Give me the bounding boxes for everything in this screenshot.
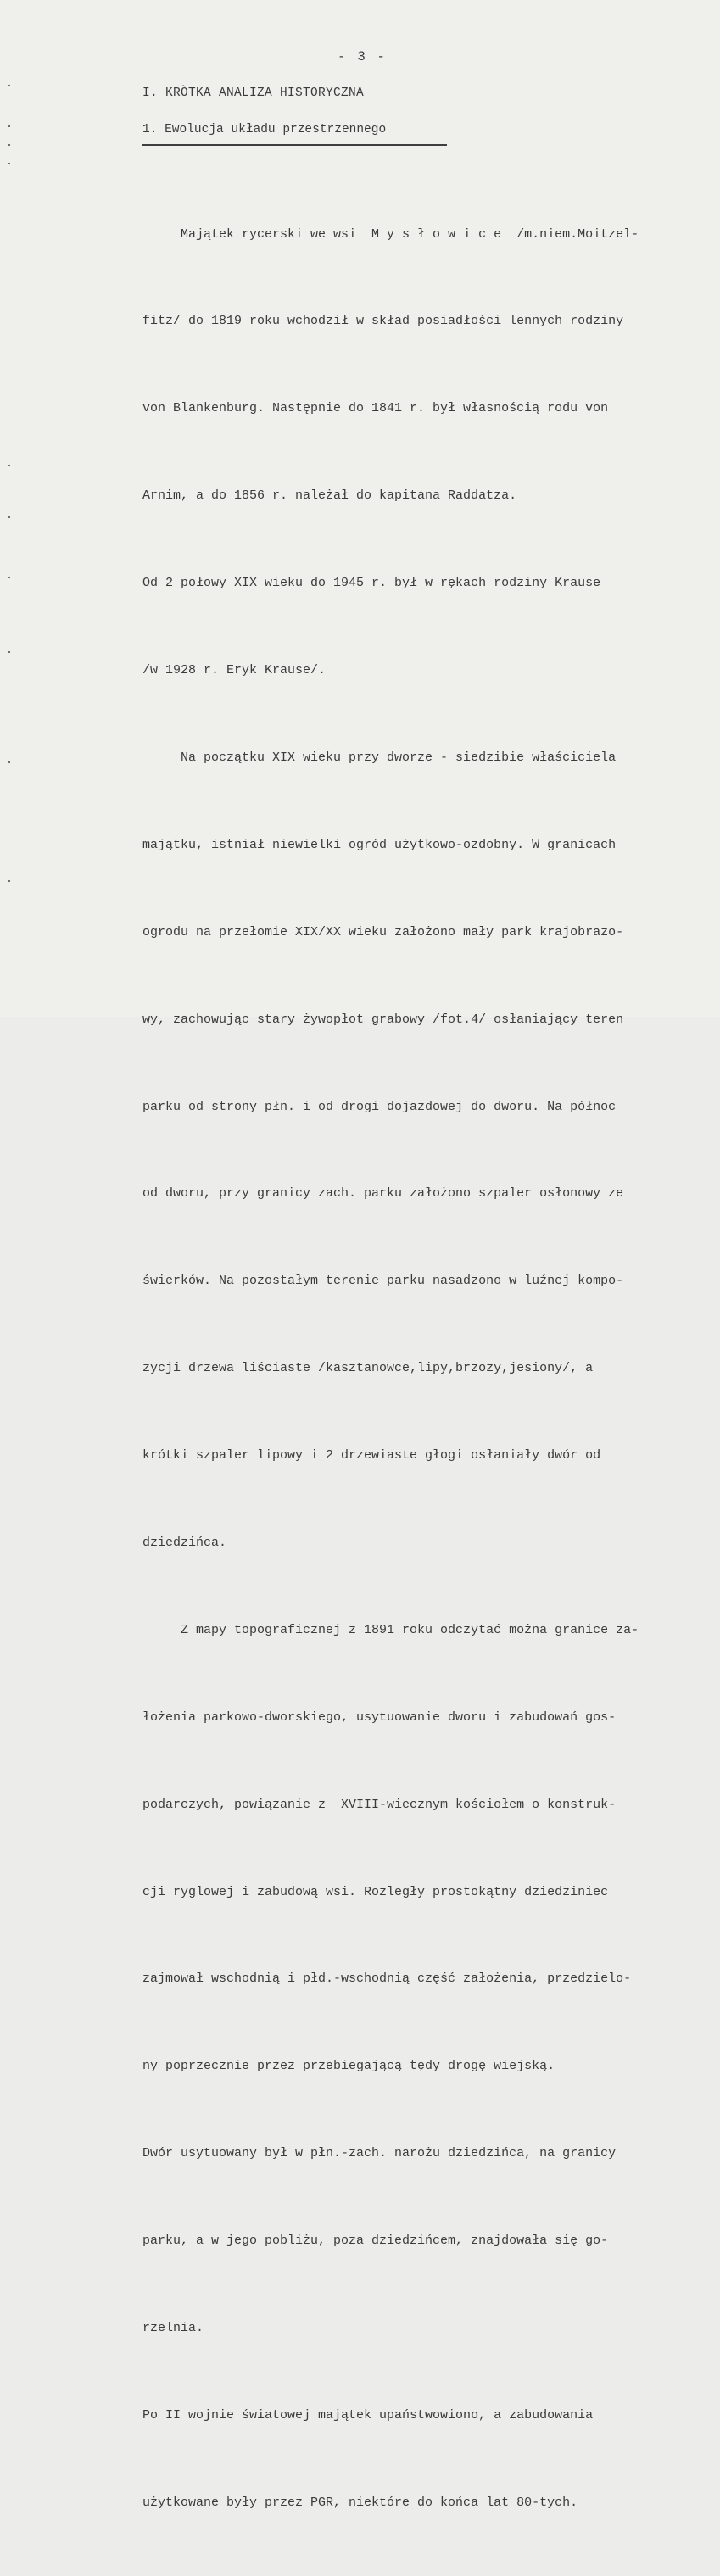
text-line: majątku, istniał niewielki ogród użytkowo-ozdobny. W granicach [142, 837, 617, 852]
chapter-title: I. KRÒTKA ANALIZA HISTORYCZNA [142, 86, 365, 100]
text-line: zajmował wschodnią i płd.-wschodnią część założenia, przedzielo- [142, 1971, 632, 1987]
text-line: Po II wojnie światowej majątek upaństwowiono, a zabudowania [142, 2407, 594, 2423]
text-line: Majątek rycerski we wsi M y s ł o w i c e /m.niem.Moitzel- [142, 226, 639, 242]
margin-speck [8, 144, 10, 146]
text-line: zycji drzewa liściaste /kasztanowce,lipy,brzozy,jesiony/, a [142, 1361, 594, 1376]
page-number: - 3 - [338, 49, 388, 64]
text-line: rzelnia. [142, 2320, 204, 2335]
text-line: łożenia parkowo-dworskiego, usytuowanie dworu i zabudowań gos- [142, 1709, 617, 1725]
text-line: Na początku XIX wieku przy dworze - siedzibie właściciela [142, 750, 617, 765]
margin-speck [8, 465, 10, 466]
text-line: Dwór usytuowany był w płn.-zach. narożu dziedzińca, na granicy [142, 2146, 617, 2161]
text-line: świerków. Na pozostałym terenie parku nasadzono w luźnej kompo- [142, 1274, 624, 1289]
text-line: Od 2 połowy XIX wieku do 1945 r. był w rękach rodziny Krause [142, 576, 601, 591]
margin-speck [8, 85, 10, 86]
text-line: podarczych, powiązanie z XVIII-wiecznym kościołem o konstruk- [142, 1797, 617, 1812]
text-line: krótki szpaler lipowy i 2 drzewiaste głogi osłaniały dwór od [142, 1448, 601, 1464]
text-line: Z mapy topograficznej z 1891 roku odczytać można granice za- [142, 1622, 639, 1637]
text-line: von Blankenburg. Następnie do 1841 r. był własnością rodu von [142, 401, 609, 416]
text-line: ny poprzecznie przez przebiegającą tędy drogę wiejską. [142, 2059, 555, 2074]
text-line: cji ryglowej i zabudową wsi. Rozległy prostokątny dziedziniec [142, 1884, 609, 1899]
text-line: parku od strony płn. i od drogi dojazdowej do dworu. Na północ [142, 1099, 617, 1114]
text-line: Arnim, a do 1856 r. należał do kapitana Raddatza. [142, 488, 517, 504]
text-line: od dworu, przy granicy zach. parku założono szpaler osłonowy ze [142, 1186, 624, 1202]
text-line: ogrodu na przełomie XIX/XX wieku założono mały park krajobrazo- [142, 924, 624, 940]
body-text [142, 162, 711, 2576]
margin-speck [8, 516, 10, 518]
margin-speck [8, 163, 10, 164]
section-title: 1. Ewolucja układu przestrzennego [142, 123, 387, 137]
margin-speck [8, 125, 10, 127]
section-underline [142, 144, 447, 146]
text-line: /w 1928 r. Eryk Krause/. [142, 663, 327, 678]
margin-speck [8, 761, 10, 763]
text-line: użytkowane były przez PGR, niektóre do końca lat 80-tych. [142, 2495, 578, 2510]
text-line: fitz/ do 1819 roku wchodził w skład posiadłości lennych rodziny [142, 314, 624, 329]
text-line: dziedzińca. [142, 1535, 227, 1550]
margin-speck [8, 880, 10, 882]
text-line: wy, zachowując stary żywopłot grabowy /fot.4/ osłaniający teren [142, 1012, 624, 1027]
margin-speck [8, 577, 10, 578]
margin-speck [8, 651, 10, 653]
text-line: parku, a w jego pobliżu, poza dziedzińcem, znajdowała się go- [142, 2233, 609, 2249]
